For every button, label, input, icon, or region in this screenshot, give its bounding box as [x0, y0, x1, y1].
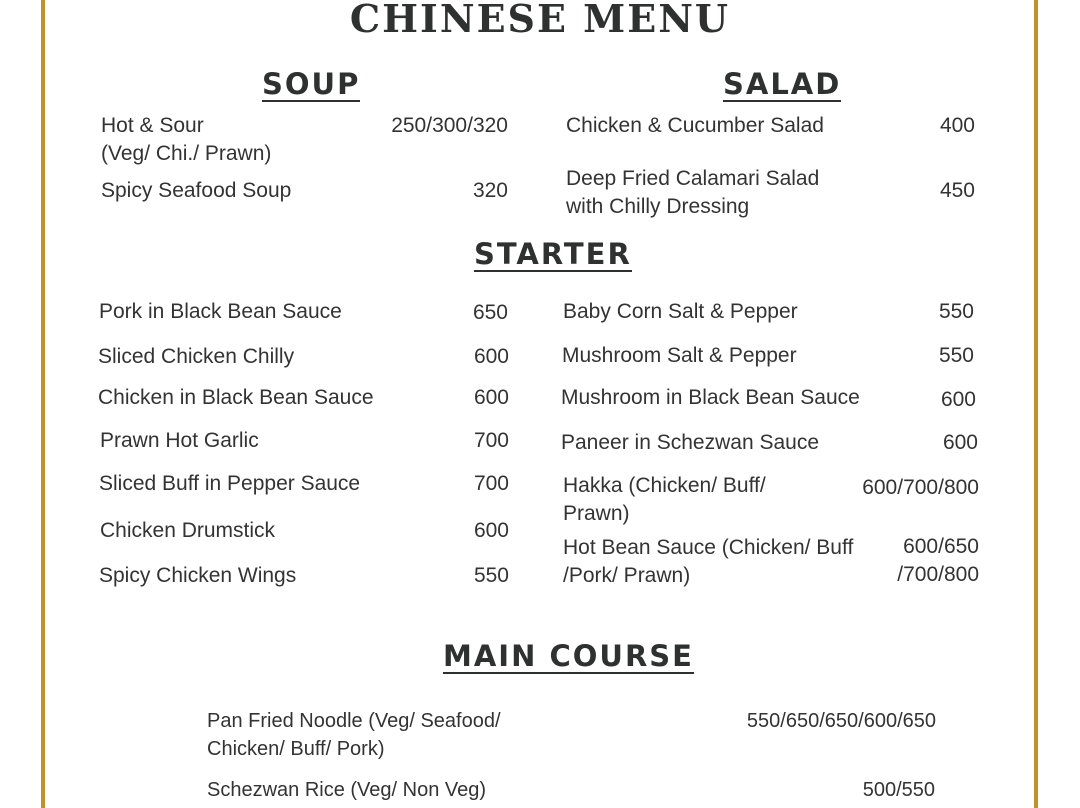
menu-item-price: 500/550: [862, 779, 935, 801]
right-border: [1034, 0, 1038, 808]
menu-item-name-line2: (Veg/ Chi./ Prawn): [101, 142, 272, 165]
menu-item-price: 700: [473, 429, 509, 452]
menu-item-name: Paneer in Schezwan Sauce: [561, 431, 819, 454]
left-border: [41, 0, 45, 808]
menu-item-name: Chicken & Cucumber Salad: [566, 114, 824, 137]
menu-item-name-line2: with Chilly Dressing: [566, 195, 750, 218]
menu-item-price: 600: [940, 388, 976, 411]
menu-item-name: Chicken Drumstick: [100, 519, 276, 542]
menu-item-name: Deep Fried Calamari Salad: [566, 167, 820, 190]
menu-item-name: Mushroom in Black Bean Sauce: [561, 386, 860, 409]
menu-item-price: 550: [938, 300, 974, 323]
menu-item-price: 650: [472, 301, 508, 324]
menu-item-price-line2: /700/800: [897, 563, 979, 586]
menu-item-name-line2: /Pork/ Prawn): [563, 564, 691, 587]
menu-item-name: Pork in Black Bean Sauce: [99, 300, 342, 323]
menu-item-price: 250/300/320: [391, 114, 508, 137]
menu-item-price: 550/650/650/600/650: [746, 710, 936, 732]
menu-item-name: Hot Bean Sauce (Chicken/ Buff: [563, 536, 854, 559]
salad-heading: SALAD: [723, 67, 842, 101]
menu-item-price: 600: [473, 386, 509, 409]
menu-item-price: 700: [473, 472, 509, 495]
menu-item-name: Hot & Sour: [101, 114, 204, 137]
menu-item-price: 600: [942, 431, 978, 454]
starter-heading: STARTER: [474, 237, 632, 271]
menu-item-price: 550: [938, 344, 974, 367]
menu-item-price: 450: [939, 179, 975, 202]
menu-item-price: 320: [472, 179, 508, 202]
menu-item-name: Spicy Seafood Soup: [101, 179, 292, 202]
menu-item-price: 600: [473, 519, 509, 542]
menu-item-name: Baby Corn Salt & Pepper: [563, 300, 798, 323]
menu-item-name: Spicy Chicken Wings: [99, 564, 297, 587]
menu-item-name: Pan Fried Noodle (Veg/ Seafood/: [207, 710, 501, 732]
menu-item-name: Sliced Buff in Pepper Sauce: [99, 472, 361, 495]
menu-item-name-line2: Chicken/ Buff/ Pork): [207, 738, 385, 760]
menu-title: CHINESE MENU: [349, 0, 731, 41]
menu-item-price: 400: [939, 114, 975, 137]
menu-item-name: Schezwan Rice (Veg/ Non Veg): [207, 779, 487, 801]
menu-item-name: Hakka (Chicken/ Buff/: [563, 474, 766, 497]
menu-item-price: 550: [473, 564, 509, 587]
menu-item-name: Chicken in Black Bean Sauce: [98, 386, 374, 409]
menu-item-name: Prawn Hot Garlic: [100, 429, 259, 452]
soup-heading: SOUP: [262, 67, 361, 101]
menu-item-name: Sliced Chicken Chilly: [98, 345, 295, 368]
menu-item-price: 600: [473, 345, 509, 368]
menu-item-price: 600/650: [903, 535, 979, 558]
menu-item-name: Mushroom Salt & Pepper: [562, 344, 797, 367]
menu-item-price: 600/700/800: [862, 476, 979, 499]
menu-item-name-line2: Prawn): [563, 502, 630, 525]
main-course-heading: MAIN COURSE: [443, 639, 694, 673]
